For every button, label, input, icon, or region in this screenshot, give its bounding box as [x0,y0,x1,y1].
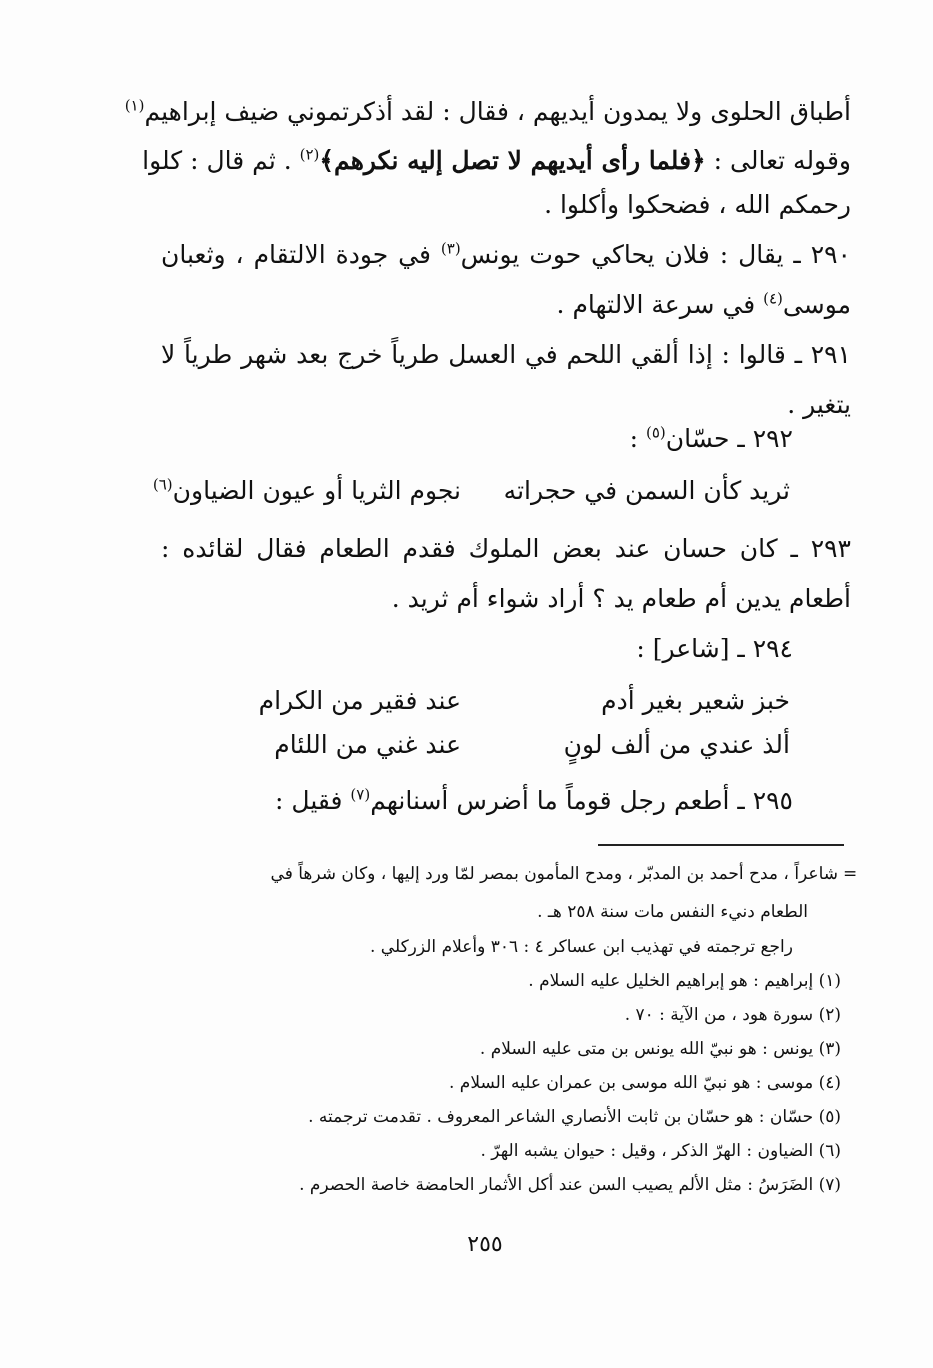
footnote-continuation-line2: الطعام دنيء النفس مات سنة ٢٥٨ هـ . [537,902,808,922]
paragraph-294: ٢٩٤ ـ [شاعر] : [636,634,793,663]
footnote-ref-5: (٥) [645,423,666,442]
footnote-ref-6: (٦) [152,475,173,494]
footnote-ref-2: (٢) [299,145,320,164]
para292-text-a: ٢٩٢ ـ حسّان [665,424,793,453]
para1-text1: أطباق الحلوى ولا يمدون أيديهم ، فقال : لقد أذكرتموني ضيف إبراهيم [144,97,851,126]
para292-text-b: : [629,424,646,453]
paragraph-293: ٢٩٣ ـ كان حسان عند بعض الملوك فقدم الطعام فقال لقائده : أطعام يدين أم طعام يد ؟ أراد شواء أم ثريد . [161,534,851,613]
footnote-separator [598,844,844,846]
footnote-5: (٥) حسّان : هو حسّان بن ثابت الأنصاري الشاعر المعروف . تقدمت ترجمته . [308,1107,841,1127]
footnote-ref-7: (٧) [350,785,371,804]
footnote-ref-4: (٤) [763,289,783,308]
quran-verse: ﴿فلما رأى أيديهم لا تصل إليه نكرهم﴾ [319,146,706,175]
footnote-3: (٣) يونس : هو نبيّ الله يونس بن متى عليه السلام . [479,1039,841,1059]
footnote-ref-3: (٣) [440,239,461,258]
para295-text-a: ٢٩٥ ـ أطعم رجل قوماً ما أضرس أسنانهم [370,786,793,815]
para290-text-c: في سرعة الالتهام . [556,290,764,319]
verse-294-2-first-hemistich: ألذ عندي من ألف لونٍ [563,730,790,759]
paragraph-292 [93,414,793,464]
para1-line1 [124,87,851,137]
page-number: ٢٥٥ [467,1232,503,1257]
footnote-6: (٦) الضياون : الهرّ الذكر ، وقيل : حيوان يشبه الهرّ . [480,1141,841,1161]
para1-line2 [142,136,851,186]
verse-292-second-hemistich [153,466,461,516]
verse-292-second-text: نجوم الثريا أو عيون الضياون [172,476,461,505]
footnote-continuation-mark: = [843,864,858,884]
para290-text-a: ٢٩٠ ـ يقال : فلان يحاكي حوت يونس [460,240,851,269]
verse-292-first-hemistich: ثريد كأن السمن في حجراته [503,476,790,505]
verse-294-2-second-hemistich: عند غني من اللئام [274,730,461,759]
footnote-1: (١) إبراهيم : هو إبراهيم الخليل عليه السلام . [528,971,841,991]
footnote-continuation-line3: راجع ترجمته في تهذيب ابن عساكر ٤ : ٣٠٦ وأعلام الزركلي . [369,937,793,957]
para1-text2b: . ثم قال : كلوا [142,146,300,175]
footnote-7: (٧) الضَرَسُ : مثل الألم يصيب السن عند أكل الأثمار الحامضة خاصة الحصرم . [299,1175,841,1195]
footnote-2: (٢) سورة هود ، من الآية : ٧٠ . [624,1005,841,1025]
para1-line3: رحمكم الله ، فضحكوا وأكلوا . [544,190,851,219]
verse-294-1-first-hemistich: خبز شعير بغير أدم [601,686,790,715]
para1-text2a: وقوله تعالى : [705,146,851,175]
para290-text-b: في جودة الالتقام ، وثعبان موسى [161,240,851,319]
paragraph-290 [161,230,851,330]
footnote-ref-1: (١) [124,96,145,115]
paragraph-291: ٢٩١ ـ قالوا : إذا ألقي اللحم في العسل طرياً خرج بعد شهر طرياً لا يتغير . [161,340,851,419]
verse-294-1-second-hemistich: عند فقير من الكرام [258,686,461,715]
paragraph-295 [93,776,793,826]
footnote-4: (٤) موسى : هو نبيّ الله موسى بن عمران عليه السلام . [449,1073,841,1093]
footnote-continuation-line1: شاعراً ، مدح أحمد بن المدبّر ، ومدح المأمون بمصر لمّا ورد إليها ، وكان شرهاً في [270,864,838,884]
para295-text-b: فقيل : [275,786,351,815]
